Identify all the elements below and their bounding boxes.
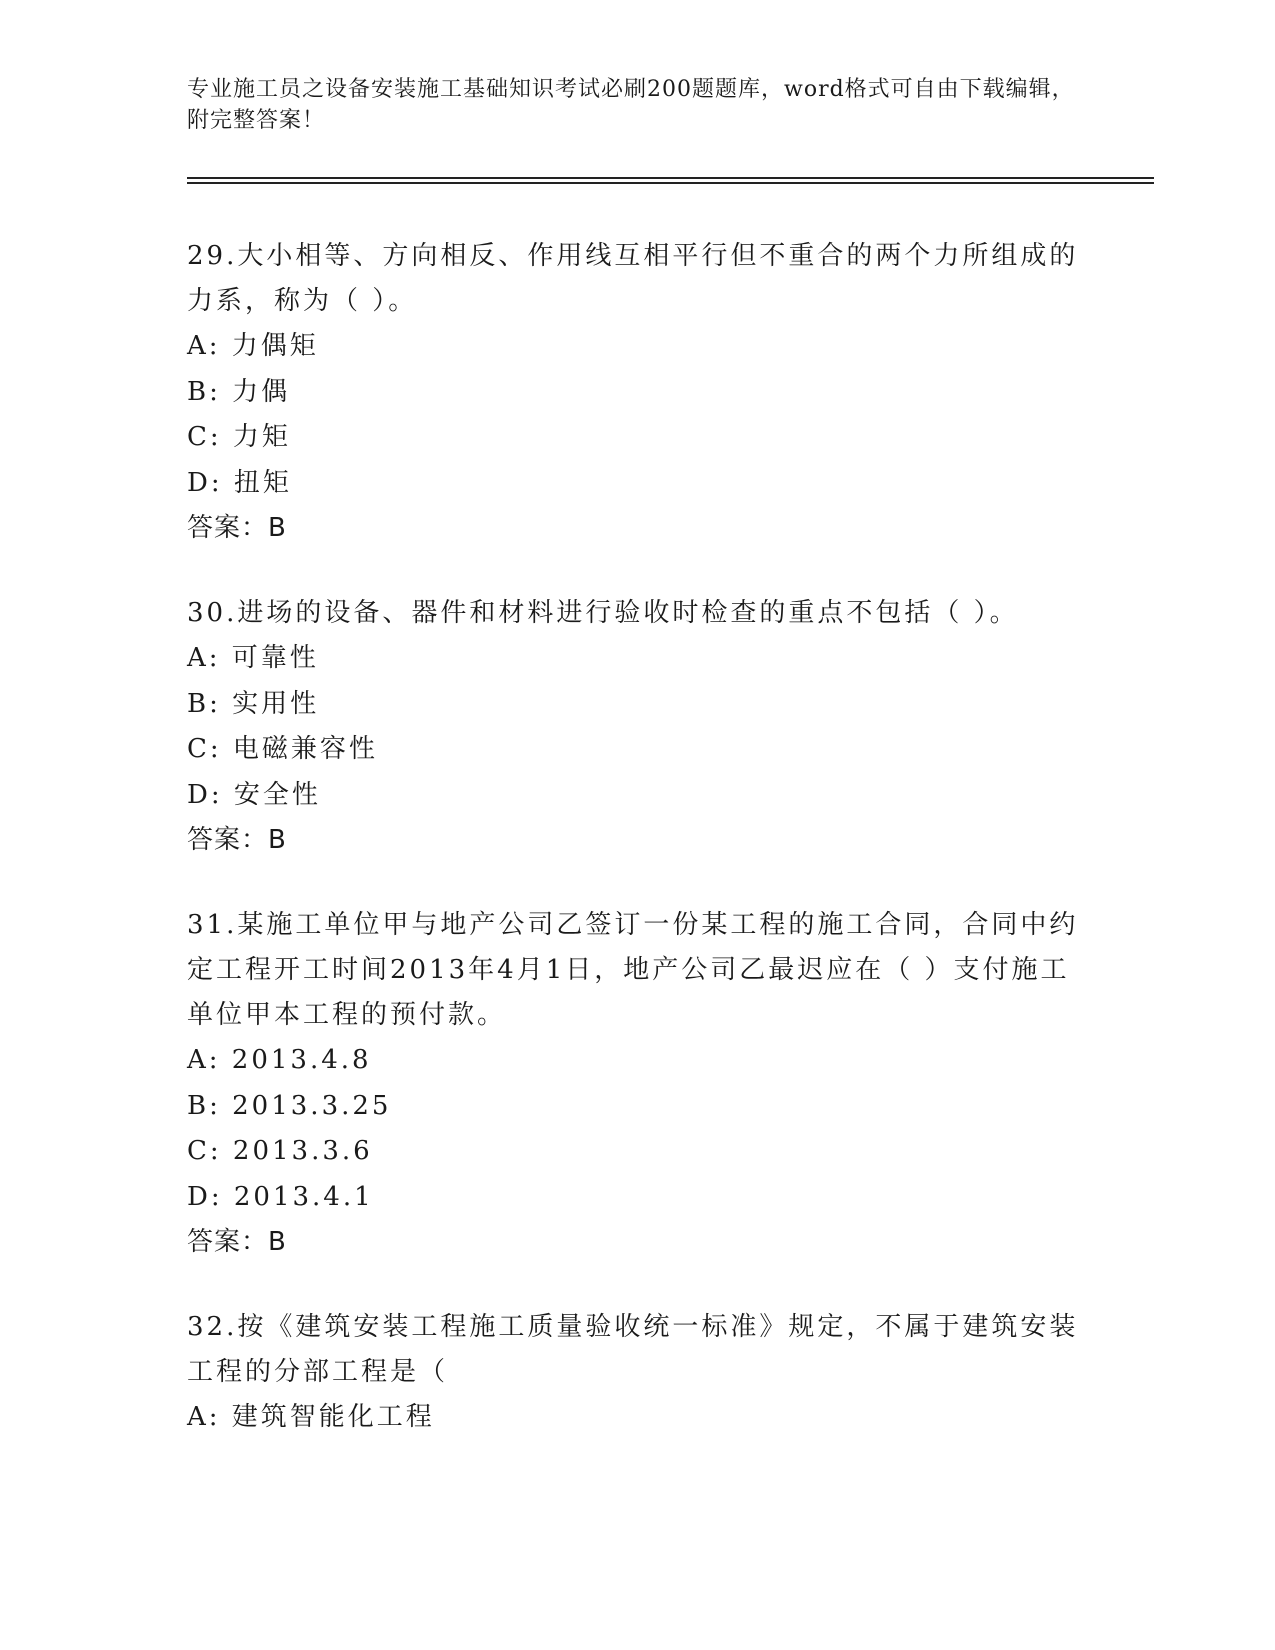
question-stem: 30.进场的设备、器件和材料进行验收时检查的重点不包括（ ）。 — [187, 598, 1019, 628]
question-31 — [187, 903, 1087, 1265]
option-c: C: 2013.3.6 — [187, 1136, 373, 1166]
question-32 — [187, 1305, 1087, 1441]
question-stem: 29.大小相等、方向相反、作用线互相平行但不重合的两个力所组成的力系，称为（ ）。 — [187, 241, 1079, 316]
question-stem: 32.按《建筑安装工程施工质量验收统一标准》规定，不属于建筑安装工程的分部工程是（ — [187, 1312, 1079, 1387]
option-d: D: 2013.4.1 — [187, 1181, 374, 1212]
question-30 — [187, 591, 1087, 863]
option-c: C: 力矩 — [187, 422, 291, 452]
header-divider-top — [187, 177, 1154, 179]
option-c: C: 电磁兼容性 — [187, 734, 378, 764]
option-b: B: 2013.3.25 — [187, 1090, 392, 1121]
question-stem: 31.某施工单位甲与地产公司乙签订一份某工程的施工合同，合同中约定工程开工时间2013年4月1日，地产公司乙最迟应在（ ）支付施工单位甲本工程的预付款。 — [187, 910, 1079, 1030]
header-divider-bottom — [187, 182, 1154, 184]
answer-line: 答案：B — [187, 825, 287, 855]
question-list — [187, 234, 1087, 1481]
option-a: A: 可靠性 — [187, 643, 319, 673]
option-b: B: 实用性 — [187, 688, 320, 719]
option-d: D: 安全性 — [187, 779, 321, 810]
option-a: A: 2013.4.8 — [187, 1045, 372, 1075]
answer-line: 答案：B — [187, 1227, 287, 1257]
option-d: D: 扭矩 — [187, 467, 292, 498]
option-a: A: 力偶矩 — [187, 331, 319, 361]
answer-line: 答案：B — [187, 513, 287, 543]
option-a: A: 建筑智能化工程 — [187, 1402, 435, 1432]
option-b: B: 力偶 — [187, 376, 291, 407]
question-29 — [187, 234, 1087, 551]
document-header: 专业施工员之设备安装施工基础知识考试必刷200题题库，word格式可自由下载编辑，附完整答案！ — [187, 77, 1075, 133]
